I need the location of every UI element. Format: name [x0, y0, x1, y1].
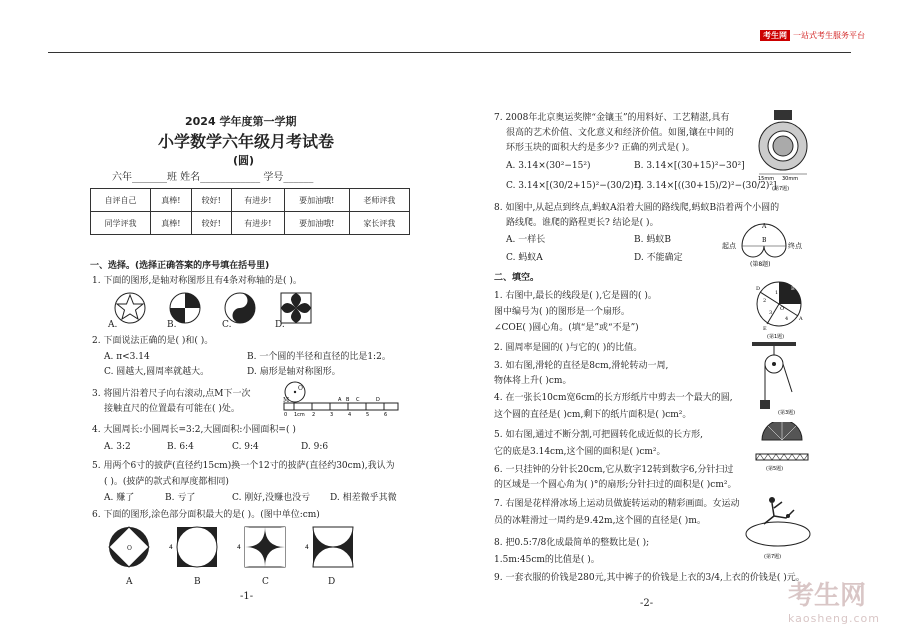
fill-line: 1.5m:45cm的比值是( )。: [494, 555, 600, 565]
exam-title: 小学数学六年级月考试卷: [158, 132, 335, 151]
path-label: A: [762, 223, 767, 230]
q6-label-a: A: [126, 577, 133, 587]
fill-line: 的区域是一个圆心角为( )°的扇形;分针扫过的面积是( )cm²。: [494, 480, 737, 490]
fig1-label: 2: [763, 298, 767, 304]
q5-option-d: D. 相差微乎其微: [330, 493, 397, 503]
ruler-label: 6: [384, 412, 388, 418]
q6-figure-c: [237, 527, 285, 567]
q8-line2: 路线爬。谁爬的路程更长? 结论是( )。: [506, 218, 659, 228]
fill-line: 1. 右图中,最长的线段是( ),它是圆的( )。: [494, 291, 657, 301]
logo-tagline: 一站式考生服务平台: [793, 31, 865, 40]
medal-dim-label: 15mm: [758, 176, 775, 182]
q7-line2: 很高的艺术价值、文化意义和经济价值。如图,镶在中间的: [506, 128, 734, 138]
ruler-label: 3: [330, 412, 334, 418]
ant-path-figure: [720, 216, 810, 268]
table-cell: 自评自己: [91, 189, 151, 212]
path-label: 终点: [788, 242, 802, 250]
q6-label-b: B: [194, 577, 201, 587]
q1-option-d: D.: [275, 320, 285, 330]
section2-heading: 二、填空。: [494, 273, 540, 283]
q7-line3: 环形玉块的面积大约是多少? 正确的列式是( )。: [506, 143, 695, 153]
q2-option-c: C. 圆越大,圆周率就越大。: [104, 367, 210, 377]
q5-option-c: C. 刚好,没赚也没亏: [232, 493, 311, 503]
q8-option-a: A. 一样长: [506, 235, 546, 245]
q4-option-a: A. 3:2: [104, 442, 131, 452]
q3-ruler-figure: [280, 378, 402, 418]
fill-line: 2. 圆周率是圆的( )与它的( )的比值。: [494, 343, 643, 353]
svg-text:O: O: [127, 545, 132, 552]
fill-line: 这个圆的直径是( )cm,剩下的纸片面积是( )cm²。: [494, 410, 692, 420]
section1-heading: 一、选择。(选择正确答案的序号填在括号里): [90, 261, 270, 271]
fig1-label: C: [771, 283, 775, 289]
table-cell: 要加油哦!: [284, 189, 349, 212]
q4-option-d: D. 9:6: [301, 442, 329, 452]
q6-figure-b: [169, 527, 217, 567]
fill-line: 物体将上升( )cm。: [494, 376, 572, 386]
fig-caption: (第7题): [764, 554, 782, 560]
q3-text-line2: 接触直尺的位置最有可能在( )处。: [104, 404, 240, 414]
ruler-label: A: [338, 397, 342, 403]
fig1-label: A: [799, 316, 803, 322]
exam-year-title: 2024 学年度第一学期: [185, 115, 297, 128]
q1-option-a: A.: [108, 320, 118, 330]
dimension-label: 4: [169, 544, 173, 551]
ruler-label: B: [346, 397, 350, 403]
q7-option-d: D. 3.14×[((30+15)/2)²−(30/2)²]: [634, 181, 777, 191]
page-number-right: -2-: [640, 598, 654, 609]
medal-figure: [752, 108, 814, 192]
ruler-label: 0: [284, 412, 288, 418]
table-cell: 较好!: [191, 212, 231, 235]
fig-caption: (第5题): [766, 466, 784, 472]
q8-line1: 8. 如图中,从起点到终点,蚂蚁A沿着大圆的路线爬,蚂蚁B沿着两个小圆的: [494, 203, 780, 213]
page-number-left: -1-: [240, 591, 254, 602]
star-in-circle-icon: [115, 293, 145, 323]
q4-text: 4. 大圆周长:小圆周长=3:2,大圆面积:小圆面积=( ): [92, 425, 296, 435]
q7-option-b: B. 3.14×[(30+15)²−30²]: [634, 161, 745, 171]
table-cell: 同学评我: [91, 212, 151, 235]
q5-text-line1: 5. 用两个6寸的披萨(直径约15cm)换一个12寸的披萨(直径约30cm),我认为: [92, 461, 395, 471]
fill-line: 3. 如右图,滑轮的直径是8cm,滑轮转动一周,: [494, 361, 669, 371]
header-logo: [760, 30, 865, 41]
q8-option-d: D. 不能确定: [634, 253, 683, 263]
fill-line: 9. 一套衣服的价钱是280元,其中裤子的价钱是上衣的3/4,上衣的价钱是( )元。: [494, 573, 805, 583]
exam-subtitle: (圆): [233, 154, 255, 167]
path-label: 起点: [722, 242, 736, 250]
q5-option-a: A. 赚了: [104, 493, 135, 503]
square-leaf-pattern-icon: [281, 293, 311, 323]
svg-text:O: O: [298, 385, 303, 392]
q1-figures: [100, 290, 320, 330]
dimension-label: 4: [305, 544, 309, 551]
fig1-label: B: [791, 286, 795, 292]
fill-line: 员的冰鞋滑过一周约是9.42m,这个圆的直径是( )m。: [494, 516, 706, 526]
ruler-label: D: [376, 397, 380, 403]
q5-text-line2: ( )。(披萨的款式和厚度都相同): [104, 477, 229, 487]
fill-line: 6. 一只挂钟的分针长20cm,它从数字12转到数字6,分针扫过: [494, 465, 734, 475]
table-cell: 有进步!: [231, 212, 284, 235]
q2-option-a: A. π<3.14: [104, 352, 150, 362]
table-cell: 真棒!: [151, 212, 191, 235]
path-caption: (第8题): [750, 261, 771, 268]
table-cell: 家长评我: [349, 212, 409, 235]
fill-line: 图中编号为( )的图形是一个扇形。: [494, 307, 630, 317]
table-cell: 要加油哦!: [284, 212, 349, 235]
header-rule: [48, 52, 851, 53]
pulley-figure: [752, 342, 812, 418]
fill-line: 5. 如右图,通过不断分割,可把圆转化成近似的长方形,: [494, 430, 704, 440]
table-cell: 老师评我: [349, 189, 409, 212]
medal-caption: (第7题): [772, 186, 790, 192]
medal-dim-label: 30mm: [782, 176, 799, 182]
fig1-label: 4: [785, 316, 789, 322]
table-cell: 有进步!: [231, 189, 284, 212]
ruler-label: 4: [348, 412, 352, 418]
fig-caption: (第1题): [767, 334, 785, 340]
fill-line: 7. 右图是花样滑冰场上运动员做旋转运动的精彩画面。女运动: [494, 499, 740, 509]
student-info: 六年_______班 姓名____________ 学号______: [112, 172, 314, 183]
q1-option-c: C.: [222, 320, 232, 330]
logo-mark: 考生网: [760, 30, 790, 41]
ruler-label: 5: [366, 412, 370, 418]
watermark-brand: 考生网: [787, 581, 866, 611]
fig1-circle-sectors: [755, 280, 805, 340]
q4-option-b: B. 6:4: [167, 442, 194, 452]
q6-label-d: D: [328, 577, 336, 587]
evaluation-table: [90, 188, 410, 235]
table-cell: 真棒!: [151, 189, 191, 212]
fig1-label: 1: [775, 290, 779, 296]
dimension-label: 4: [237, 544, 241, 551]
watermark: [788, 575, 880, 625]
skater-figure: [742, 490, 814, 562]
fig1-label: O: [780, 306, 785, 312]
q1-option-b: B.: [167, 320, 177, 330]
q2-option-d: D. 扇形是轴对称图形。: [247, 367, 341, 377]
fill-line: 它的底是3.14cm,这个圆的面积是( )cm²。: [494, 447, 666, 457]
fig1-label: E: [763, 326, 767, 332]
svg-text:M: M: [283, 397, 290, 404]
fig1-label: D: [756, 286, 761, 292]
fill-line: ∠COE( )圆心角。(填“是”或“不是”): [494, 323, 639, 333]
q3-text-line1: 3. 将圆片沿着尺子向右滚动,点M下一次: [92, 389, 251, 399]
q7-line1: 7. 2008年北京奥运奖牌“金镶玉”的用料好、工艺精湛,具有: [494, 113, 730, 123]
q8-option-c: C. 蚂蚁A: [506, 253, 543, 263]
q2-text: 2. 下面说法正确的是( )和( )。: [92, 336, 214, 346]
circle-to-rectangle-figure: [752, 422, 812, 474]
path-label: B: [762, 237, 767, 244]
watermark-url: kaosheng.com: [787, 612, 880, 625]
q7-option-c: C. 3.14×[(30/2+15)²−(30/2)²]: [506, 181, 642, 191]
table-cell: 较好!: [191, 189, 231, 212]
q1-text: 1. 下面的图形,是轴对称图形且有4条对称轴的是( )。: [92, 276, 302, 286]
q5-option-b: B. 亏了: [165, 493, 196, 503]
ruler-label: 2: [312, 412, 316, 418]
ruler-label: C: [356, 397, 360, 403]
q4-option-c: C. 9:4: [232, 442, 259, 452]
fig-caption: (第3题): [778, 410, 796, 416]
q6-label-c: C: [262, 577, 269, 587]
q6-figures: [105, 525, 355, 573]
q7-option-a: A. 3.14×(30²−15²): [506, 161, 591, 171]
q8-option-b: B. 蚂蚁B: [634, 235, 671, 245]
q6-text: 6. 下面的图形,涂色部分面积最大的是( )。(图中单位:cm): [92, 510, 320, 520]
fill-line: 8. 把0.5:7/8化成最简单的整数比是( );: [494, 538, 650, 548]
fill-line: 4. 在一张长10cm宽6cm的长方形纸片中剪去一个最大的圆,: [494, 393, 733, 403]
table-row: [91, 212, 410, 235]
ruler-label: 1cm: [294, 412, 305, 418]
table-row: [91, 189, 410, 212]
fig1-label: 3: [769, 310, 773, 316]
q6-figure-a: [109, 527, 149, 567]
q2-option-b: B. 一个圆的半径和直径的比是1:2。: [247, 352, 391, 362]
q6-figure-d: [305, 527, 353, 567]
